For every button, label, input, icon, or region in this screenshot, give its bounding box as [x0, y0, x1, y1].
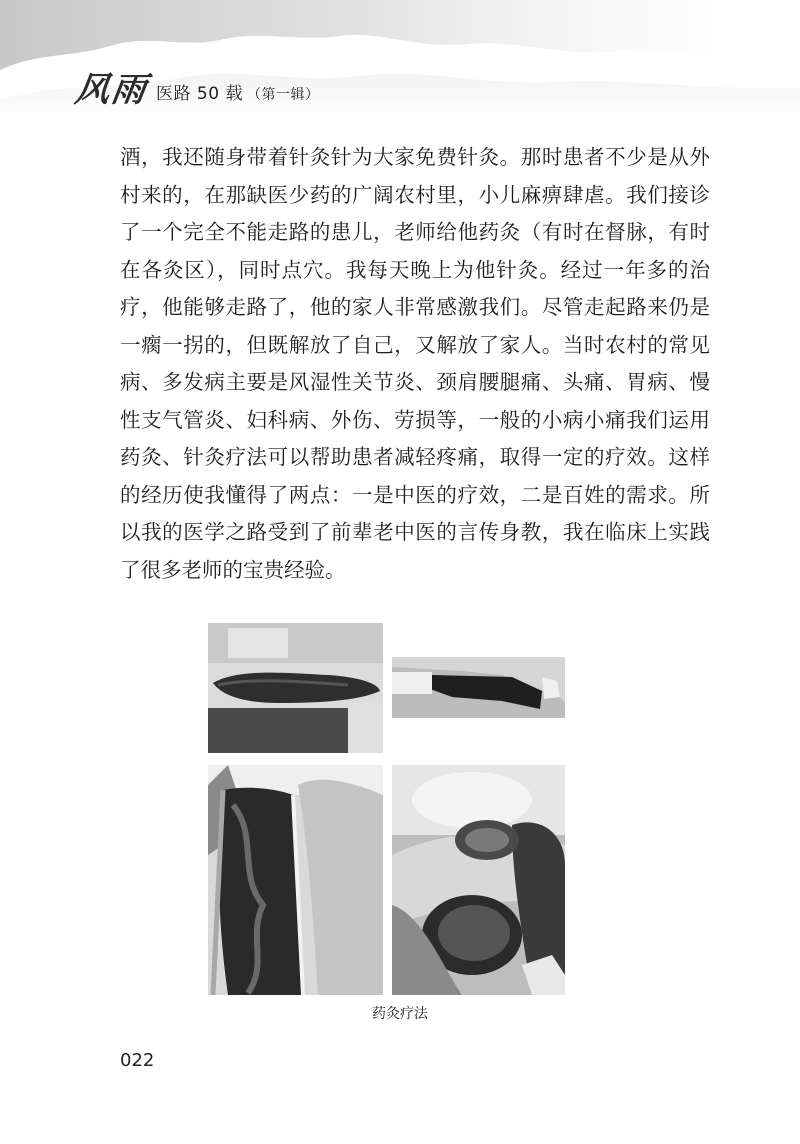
- book-title-text: 医路 50 载: [156, 84, 243, 104]
- photo-knee-moxibustion: [392, 765, 565, 995]
- series-logo: 风雨: [72, 70, 151, 110]
- photo-spine-moxibustion: [208, 765, 383, 995]
- page-header: [0, 0, 800, 118]
- book-volume: （第一辑）: [246, 87, 320, 103]
- book-title: [156, 79, 319, 104]
- photo-back-moxibustion: [208, 623, 383, 753]
- photo-leg-moxibustion: [392, 657, 565, 718]
- body-text: [120, 139, 710, 589]
- page-number: 022: [120, 1050, 155, 1071]
- figure-caption: 药灸疗法: [372, 1006, 428, 1022]
- paragraph: 酒，我还随身带着针灸针为大家免费针灸。那时患者不少是从外村来的，在那缺医少药的广阔农村里，小儿麻痹肆虐。我们接诊了一个完全不能走路的患儿，老师给他药灸（有时在督脉，有时在各灸区），同时点穴。我每天晚上为他针灸。经过一年多的治疗，他能够走路了，他的家人非常感激我们。尽管走起路来仍是一瘸一拐的，但既解放了自己，又解放了家人。当时农村的常见病、多发病主要是风湿性关节炎、颈肩腰腿痛、头痛、胃病、慢性支气管炎、妇科病、外伤、劳损等，一般的小病小痛我们运用药灸、针灸疗法可以帮助患者减轻疼痛，取得一定的疗效。这样的经历使我懂得了两点：一是中医的疗效，二是百姓的需求。所以我的医学之路受到了前辈老中医的言传身教，我在临床上实践了很多老师的宝贵经验。: [120, 145, 710, 582]
